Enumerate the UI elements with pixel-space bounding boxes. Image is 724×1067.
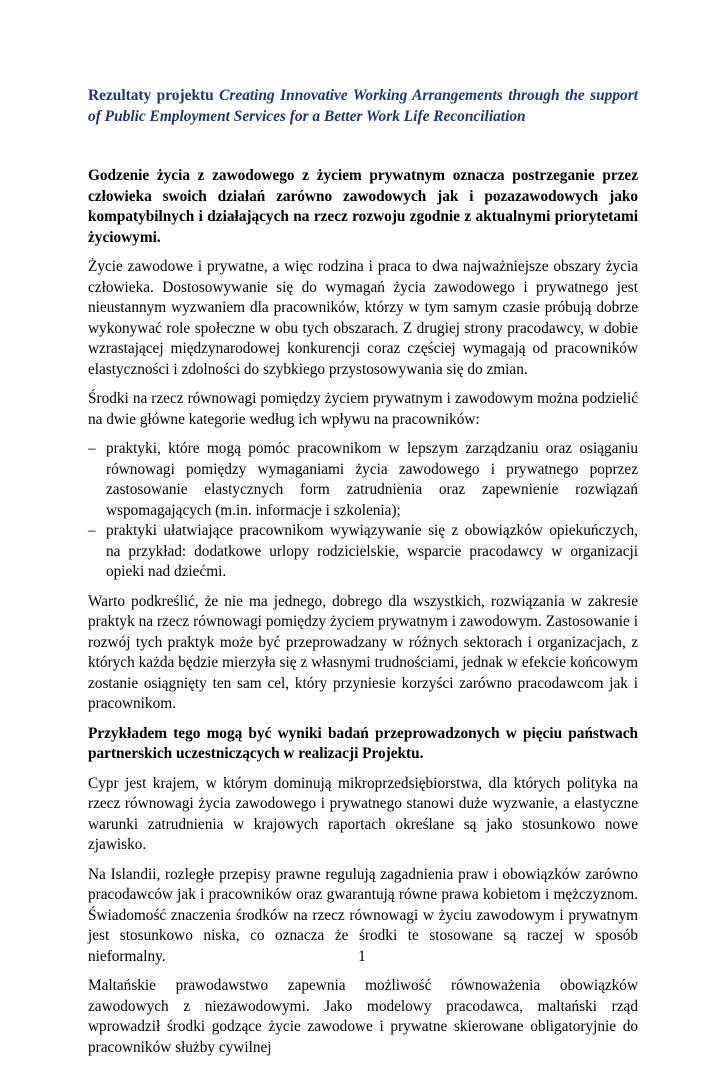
list-item-text: praktyki, które mogą pomóc pracownikom w lepszym zarządzaniu oraz osiąganiu równowagi pomiędzy wymaganiami życia zawodowego i prywatnego poprzez zastosowanie elastycznych form zatrudnienia oraz zapewnienie rozwiązań wspomagających (m.in. informacje i szkolenia);: [106, 440, 638, 519]
bullet-dash: –: [88, 522, 96, 539]
paragraph-no-single-solution: Warto podkreślić, że nie ma jednego, dobrego dla wszystkich, rozwiązania w zakresie praktyk na rzecz równowagi pomiędzy życiem prywatnym i zawodowym. Zastosowanie i rozwój tych praktyk może być przeprowadzany w różnych sektorach i organizacjach, z których każda będzie mierzyła się z własnymi trudnościami, jednak w efekcie końcowym zostanie osiągnięty ten sam cel, który przyniesie korzyści zarówno pracodawcom jak i pracownikom.: [88, 592, 638, 712]
section-subheading: Przykładem tego mogą być wyniki badań przeprowadzonych w pięciu państwach partnerskich uczestniczących w realizacji Projektu.: [88, 724, 638, 762]
paragraph-measures-categories: Środki na rzecz równowagi pomiędzy życiem prywatnym i zawodowym można podzielić na dwie główne kategorie według ich wpływu na pracowników:: [88, 390, 638, 428]
list-item: [88, 439, 638, 521]
document-body: [88, 86, 638, 1067]
paragraph-iceland: Na Islandii, rozległe przepisy prawne regulują zagadnienia praw i obowiązków zarówno pracodawców jak i pracowników oraz gwarantują równe prawa kobietom i mężczyznom. Świadomość znaczenia środków na rzecz równowagi w życiu zawodowym i prywatnym jest stosunkowo niska, co oznacza że środki te stosowane są raczej w sposób nieformalny.: [88, 865, 638, 965]
document-title: [88, 86, 638, 127]
lead-paragraph: Godzenie życia z zawodowego z życiem prywatnym oznacza postrzeganie przez człowieka swoich działań zarówno zawodowych jak i pozazawodowych jako kompatybilnych i działających na rzecz rozwoju zgodnie z aktualnymi priorytetami życiowymi.: [88, 167, 638, 246]
title-project-name: Creating Innovative Working Arrangements through the support of Public Employment Services for a Better Work Life Reconciliation: [88, 87, 638, 125]
page-number: 1: [358, 948, 366, 965]
paragraph-malta: Maltańskie prawodawstwo zapewnia możliwość równoważenia obowiązków zawodowych z niezawodowymi. Jako modelowy pracodawca, maltański rząd wprowadził środki godzące życie zawodowe i prywatne skierowane obligatoryjnie do pracowników służby cywilnej: [88, 977, 638, 1056]
list-item: [88, 521, 638, 583]
measures-list: [88, 439, 638, 583]
bullet-dash: –: [88, 440, 96, 457]
title-prefix: Rezultaty projektu: [88, 87, 220, 104]
paragraph-cyprus: Cypr jest krajem, w którym dominują mikroprzedsiębiorstwa, dla których polityka na rzecz równowagi życia zawodowego i prywatnego stanowi duże wyzwanie, a elastyczne warunki zatrudnienia w krajowych raportach określane są jako stosunkowo nowe zjawisko.: [88, 774, 638, 853]
paragraph-work-private-life: Życie zawodowe i prywatne, a więc rodzina i praca to dwa najważniejsze obszary życia człowieka. Dostosowywanie się do wymagań życia zawodowego i prywatnego jest nieustannym wyzwaniem dla pracowników, którzy w tym samym czasie próbują dobrze wykonywać role społeczne w obu tych obszarach. Z drugiej strony pracodawcy, w dobie wzrastającej międzynarodowej konkurencji coraz częściej wymagają od pracowników elastyczności i zdolności do szybkiego przystosowywania się do zmian.: [88, 258, 638, 378]
list-item-text: praktyki ułatwiające pracownikom wywiązywanie się z obowiązków opiekuńczych, na przykład: dodatkowe urlopy rodzicielskie, wsparcie pracodawcy w organizacji opieki nad dziećmi.: [106, 522, 638, 580]
